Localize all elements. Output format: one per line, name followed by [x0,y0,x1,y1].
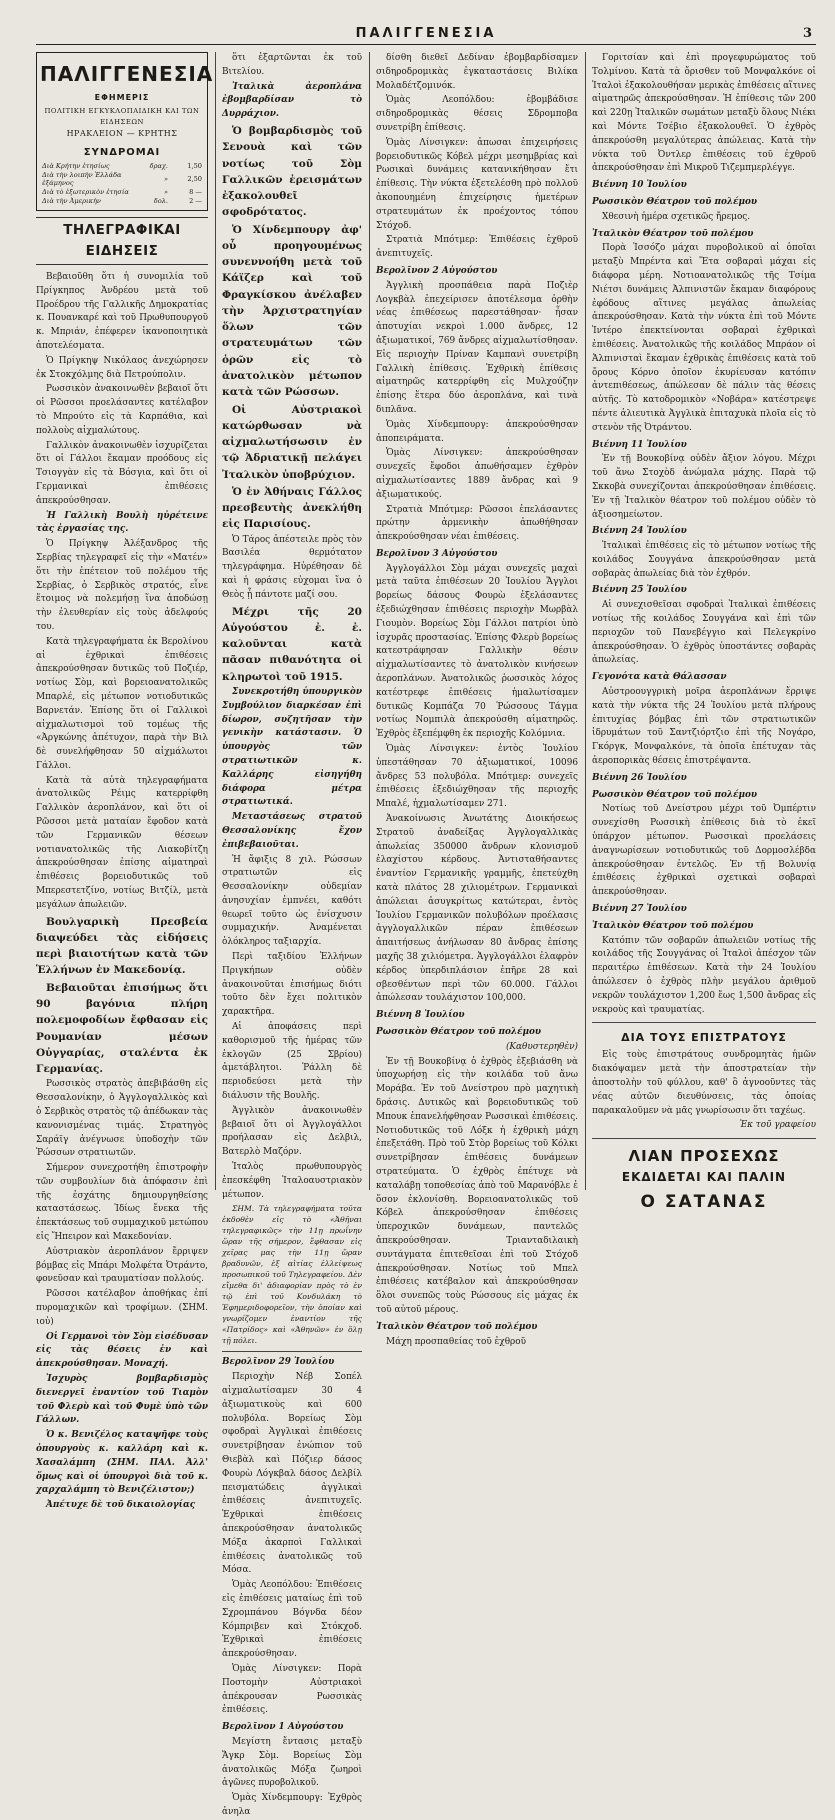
paragraph: Πορὰ Ἰσσόζο μάχαι πυροβολικοῦ αἱ ὁποῖαι μεταξὺ Μπρέντα καὶ Ἔτα σοβαραὶ μάχαι εἰς διάφορα μέρη. Νοτιοανατολικῶς τῆς Τσίμα Νιέτσι δυνάμεις Ἀλπινιστῶν ἔκαμαν διαφόρους ἐφόδους αἵτινες μεγάλας ἀπωλείας ἀπεκρούσθησαν. Κατὰ τὴν νύκτα ἐπὶ τοῦ Μόντε Ἰντέρο ἐπεκτείνονται σοβαραὶ ἐχθρικαὶ ἐπιθέσεις. Ἀνατολικῶς τῆς κοιλάδος Μπράον οἱ Ἀλπινισταὶ ἔκαμαν ἐχθρικὰς ἐπιθέσεις κατὰ τοῦ ὄρους Κόρνο ὁποῖον ἐκυρίευσαν κατόπιν ἀντεπιθέσεως, ἀπώλεσαν δὲ πάλιν τὰς θέσεις αὐτῆς. Τὸ κατοδρομικὸν «Νοβάρα» κατέστρεψε πέντε ἁλιευτικὰ Ἀγγλικὰ ἐπιταχυκὰ πλοῖα εἰς τὸ στενὸν τῆς Ὀτράντου. [592,243,816,433]
paragraph: Ὁ ἐν Ἀθήναις Γάλλος πρεσβευτὴς ἀνεκλήθη εἰς Παρισίους. [222,485,362,531]
paragraph: Οἱ Γερμανοὶ τὸν Σὸμ εἰσέδυσαν εἰς τὰς θέσεις ἐν καὶ ἀπεκρούσθησαν. Μοναχή. [36,1331,208,1370]
subs-label: Διὰ τὴν λοιπὴν Ἑλλάδα ἐξάμηνος [42,170,122,188]
paragraph: Ρωσσικὸς στρατὸς ἀπεβιβάσθη εἰς Θεσσαλονίκην, ὁ Ἀγγλογαλλικὸς καὶ ὁ Σερβικὸς στρατὸς τῷ ἀπέδωκαν τὰς κανονισμένας τιμάς. Στρατηγὸς Σαράϊγ ἀνέγνωσε ὑποδοχὴν τῶν Ῥώσσων στρατιωτῶν. [36,1079,208,1159]
section-subtitle: Ρωσσικὸν Θέατρον τοῦ πολέμου [592,196,758,207]
subscriptions-title: ΣΥΝΔΡΟΜΑΙ [83,146,161,158]
paragraph: Γαλλικὸν ἀνακοινωθὲν ἰσχυρίζεται ὅτι οἱ Γάλλοι ἔκαμαν προόδους εἰς Τσιογγὰν εἰς τὰ Βόσγια, καὶ ὅτι οἱ Γερμανικαὶ ἐπιθέσεις ἀπεκρούσθησαν. [36,440,208,506]
table-row [40,171,204,188]
paragraph: Κατὰ τὰ αὐτὰ τηλεγραφήματα ἀνατολικῶς Ρέιμς κατερρίφθη Γαλλικὸν ἀεροπλάνον, καὶ ὅτι οἱ Ρῶσσοι μετὰ ματαίαν ἔφοδον κατὰ τῶν Γερμανικῶν θέσεων νοτιανατολικῶς τῆς Λιακοβίτζη ἀπεκρούσθησαν ἐπίσης αἱματηραὶ ἐπιθέσεις βορειοδυτικῶς τοῦ Μπερεστετζίνο, νοτίως Βιτζίλ, μετὰ μεγάλων ἀπωλειῶν. [36,775,208,910]
paragraph: Ἀγγλικὸν ἀνακοινωθὲν βεβαιοῖ ὅτι οἱ Ἀγγλογάλλοι προήλασαν εἰς Δελβιλ, Βατερλὸ Μαζόρν. [222,1105,362,1158]
masthead-tagline: ΠΟΛΙΤΙΚΗ ΕΓΚΥΚΛΟΠΑΙΔΙΚΗ ΚΑΙ ΤΩΝ ΕΙΔΗΣΕΩΝ [44,107,200,126]
dateline: Βερολῖνον 3 Αὐγούστου [376,548,498,559]
column-divider [585,52,586,1190]
table-row [40,197,204,206]
paragraph: Περὶ ταξιδίου Ἑλλήνων Πριγκήπων οὐδὲν ἀνακοινοῦται ἐπισήμως διότι τοῦτο δὲν ἔχει πολιτικὸν χαρακτῆρα. [222,952,362,1018]
dateline: Βιέννη 26 Ἰουλίου [592,772,687,783]
subs-label: Διὰ Κρήτην ἐτησίως [42,162,110,171]
subs-label: Διὰ τὴν Ἀμερικὴν [42,196,101,205]
section-subtitle: Ἰταλικὸν Θέατρον τοῦ πολέμου [592,228,754,239]
section-subtitle: Γεγονότα κατὰ Θάλασσαν [592,672,727,683]
subs-unit: δραχ. [149,162,168,171]
masthead-place: ΗΡΑΚΛΕΙΟΝ — ΚΡΗΤΗΣ [66,129,178,139]
table-row [40,188,204,197]
divider [592,1138,816,1139]
paragraph: Ἀγγλικὴ προσπάθεια παρὰ Ποζιὲρ Λογκβὰλ ἐπεχείρισεν ἀποτέλεσμα ὀρθὴν νέας ἐπιθέσεως παρεστάθησαν· ἦσαν ἀποτυχίαι νεκροὶ 1.000 ἄνδρες, 12 ἀξιωματικοί, 769 ἄνδρες αἰχμαλωτίσθησαν. Εἰς περιοχὴν Πρίναν Καμπανὶ συνετρίβη Γαλλικὴ ἐπίθεσις. Ἐχθρικὴ ἐπίθεσις αἱματηρῶς κατερρίφθη εἰς Μυλχούζην ἐπίσης ἕτερα δύο ἀεροπλάνα, καὶ τινὰ διπλᾶνα. [376,280,578,415]
column-divider [215,52,216,1190]
masthead [36,52,214,211]
paragraph: Ὁ Πρίγκηψ Νικόλαος ἀνεχώρησεν ἐκ Στοκχόλμης διὰ Πετρούπολιν. [36,355,208,380]
paragraph: Ρῶσσοι κατέλαβον ἀποθήκας ἐπί πυρομαχικῶν καὶ τροφίμων. (ΣΗΜ. ιοὐ) [36,1289,208,1327]
ad-line-1: ΛΙΑΝ ΠΡΟΣΕΧΩΣ [628,1147,780,1166]
subs-price: 8 — [189,188,202,197]
paragraph: δίσθη διεθεῖ Δεδίναν ἐβομβαρδίσαμεν σιδηροδρομικὰς ἐγκαταστάσεις Βιλίκα Μολαδέτζομινόκ. [376,53,578,91]
divider [592,1022,816,1023]
paragraph: Οἱ Αὐστριακοὶ κατώρθωσαν νὰ αἰχμαλωτήσωσιν ἐν τῷ Ἀδριατικῇ πελάγει Ἰταλικὸν ὑποβρύχιον. [222,403,362,481]
paragraph: Ἀνακοίνωσις Ἀνωτάτης Διοικήσεως Στρατοῦ ἀναδείξας Ἀγγλογαλλικὰς ἀπωλείας 350000 ἄνδρων κλονισμοῦ ἐλαχίστου κέρδους. Ἀντισταθήσαντες ἐναντίον Γερμανικῆς γραμμῆς, ἐπετεύχθη κατὰ πλάτος 28 χιλιομέτρων. Γερμανικαὶ ἀπώλειαι ἀσυγκρίτως κατώτεραι, ἐντὸς Ἰουλίου Γερμανικῶν πολυβόλων προέλασις ἀγγλογαλλικῶν πέραν ἐπιθέσεων ἀπαιτήσεως ἀνήλωσαν 80 ἄνδρας ἐπίσης μαχῆς 38 χιλιόμετρα. Ἀγγλογάλλοι ἐλαφρὸν κέρδος ὑπερδιπλάσιον ἐπῆρε 28 καὶ σβεσθέντων περὶ τῶν 60.000. Γάλλοι ἀπώλεσαν τουλάχιστον 100,000. [376,814,578,1004]
dateline: Βιέννη 24 Ἰουλίου [592,526,687,537]
section-subtitle: Ἰταλικὸν Θέατρον τοῦ πολέμου [376,1321,538,1332]
column-3 [376,52,578,1347]
dateline: Βερολῖνον 1 Αὐγούστου [222,1722,344,1733]
paragraph: Εἰς τοὺς ἐπιστράτους συνδρομητὰς ἡμῶν διακόψαμεν μετὰ τὴν ἀποστρατείαν τὴν ἀποστολὴν τοῦ φύλλου, καθ' ὃ ἀγνοοῦντες τὰς νέας αὐτῶν διευθύνσεις, τὰς ὁποίας παρακαλοῦμεν νὰ μᾶς γνωρίσωσιν ὅτι ταχέως. [592,1050,816,1116]
running-header [36,26,816,45]
subs-unit: δολ. [153,196,168,205]
paragraph: Ἀπέτυχε δὲ τοῦ δικαιολογίας [46,1500,196,1511]
section-subtitle: Ρωσσικὸν Θέατρον τοῦ πολέμου [592,789,758,800]
subs-price: 1,50 [187,162,202,171]
paragraph: Ἰταλικὰ ἀεροπλάνα ἐβομβαρδίσαν τὸ Δυρράχιον. [222,81,362,120]
section-title: ΤΗΛΕΓΡΑΦΙΚΑΙ ΕΙΔΗΣΕΙΣ [36,217,208,265]
paragraph: Περιοχὴν Νέβ Σοπέλ αἰχμαλωτίσαμεν 30 4 ἀξιωματικοὺς καὶ 600 πολυβόλα. Βορείως Σὸμ σφοδραὶ Ἀγγλικαὶ ἐπιθέσεις συνετρίβησαν ἐνώπιον τοῦ Θιεβὰλ καὶ Πόζιερ δάσος Φουρὼ Λόγκβαλ δάσος Δελβίλ πεισματώδεις ἀγγλικαὶ ἐπιθέσεις ἀνεπιτυχεῖς. Ἐχθρικαὶ ἐπιθέσεις ἀπεκρούσθησαν ἀνατολικῶς Μόξα ἀκαρποὶ Γαλλικαὶ ἐπιθέσεις ἀνατολικῶς τοῦ Μόσα. [222,1372,362,1576]
column-divider [369,52,370,1190]
paragraph: Βεβαιοῦται ἐπισήμως ὅτι 90 βαγόνια πλήρη πολεμοφοδίων ἔφθασαν εἰς Ρουμανίαν μέσων Οὐγγαρίας, σταλέντα ἐκ Γερμανίας. [36,981,208,1076]
ad-line-3: Ο ΣΑΤΑΝΑΣ [640,1192,768,1213]
column-1 [36,52,214,1511]
paragraph: Ἡ ἄφιξις 8 χιλ. Ρώσσων στρατιωτῶν εἰς Θεσσαλονίκην οὐδεμίαν ἀνησυχίαν ἐμπνέει, καθότι θεωρεῖ τοῦτο ὡς ἐνίσχυσιν συμμαχικήν. Ἀναμένεται ὁλόκληρος ταξιαρχία. [222,854,362,948]
column-2 [222,52,362,1817]
dateline: Βιέννη 8 Ἰουλίου [376,1010,465,1021]
dateline: Βιέννη 10 Ἰουλίου [592,180,687,191]
subs-price: 2,50 [187,175,202,184]
dateline: Βιέννη 25 Ἰουλίου [592,585,687,596]
paragraph: Μεταστάσεως στρατοῦ Θεσσαλονίκης ἔχον ἐπιβεβαιοῦται. [222,812,362,850]
paragraph: Ὁμὰς Λίνσιγκεν: ἐντὸς Ἰουλίου ὑπεστάθησαν 70 ἀξιωματικοί, 10096 ἄνδρες 53 πολυβόλα. Μπότμερ: συνεχεῖς ἐπιθέσεις ἐξεδιώχθησαν τῆς περιοχῆς Μπαλέ, ἠχμαλωτίσαμεν 271. [376,744,578,810]
paragraph: Συνεκροτήθη ὑπουργικὸν Συμβούλιον διαρκέσαν ἐπὶ δίωρον, συζητῆσαν τὴν γενικὴν κατάστασιν. Ὁ ὑπουργὸς τῶν στρατιωτικῶν κ. Καλλάρης εἰσηγήθη διάφορα μέτρα στρατιωτικά. [222,686,362,808]
paragraph: Αὐστριακὸν ἀεροπλάνον ἔρριψεν βόμβας εἰς Μπάρι Μολφέτα Ὀτράντο, φονεῦσαν καὶ τραυματίσαν πολλούς. [36,1246,208,1285]
paragraph: Ἰταλὸς πρωθυπουργὸς ἐπεσκέφθη Ἰταλοαυστριακὸν μέτωπον. [222,1162,362,1200]
paragraph: Ὁμὰς Χίνδεμπουργ: ἀπεκρούσθησαν ἀποπειράματα. [376,419,578,444]
paragraph: Στρατιὰ Μπότμερ: Ἐπιθέσεις ἐχθροῦ ἀνεπιτυχεῖς. [376,235,578,260]
paragraph: Γοριτσίαν καὶ ἐπὶ προγεφυρώματος τοῦ Τολμίνου. Κατὰ τὰ ὄρισθεν τοῦ Μονφαλκόνε οἱ Ἰταλοὶ ἐξακολουθήσαν μερικὰς ἐπιθέσεις αἵτινες αἱματηρῶς ἀπεκρούσθησαν. Ἡ ἐπίθεσις τῶν 200 καὶ 220ῃ Ἰταλικῶν σωμάτων μεταξὺ ὅλους Νιέκι καὶ Μόντε Τσέβιο ἐξακολουθεῖ. Ὁ ἐχθρὸς ἀπεκρούσθη μεγαλύτερας ἀπώλειας. Κατὰ τὴν νύκτα τοῦ Ὀντλερ ἐπιθέσεις τοῦ ἐχθροῦ ἀπεκρούσθησαν ἐπὶ Μικροῦ Τιζεμπμερλέγγε. [592,53,816,174]
paragraph: Μέχρι τῆς 20 Αὐγούστου ἐ. ἐ. καλοῦνται κατὰ πᾶσαν πιθανότητα οἱ κληρωτοὶ τοῦ 1915. [222,605,362,683]
dateline: Βιέννη 27 Ἰουλίου [592,904,687,915]
paragraph: Ὁμὰς Λεοπόλδου: Ἐπιθέσεις εἰς ἐπιθέσεις ματαίως ἐπὶ τοῦ Σχρομπάνου Βόγνδα δέον Κόμπριβεν καὶ Στόκχοδ. Ἐχθρικαὶ ἐπιθέσεις ἀπεκρούσθησαν. [222,1580,362,1660]
advertisement [592,1145,816,1215]
subscriptions-table [40,162,204,205]
paragraph: Χθεσινὴ ἡμέρα σχετικῶς ἤρεμος. [602,211,751,222]
paragraph: Ἐν τῇ Βουκοβίνᾳ ὁ ἐχθρὸς ἐξεβιάσθη νὰ ὑποχωρήσῃ εἰς τὴν κοιλάδα τοῦ ἄνω Μοράβα. Ἐν τοῦ Δνείστρου πρὸ μαχητικὴ δράσις. Δυτικῶς καὶ βορειοδυτικῶς τοῦ Μπουκ ἐπανελήφθησαν Ρωσσικαὶ ἐπιθέσεις. Νοτιοδυτικῶς τοῦ Λόξκ ἡ ἐχθρικὴ μάχη ἐπεξετάθη. Πρὸ τοῦ Στὸρ βορείως τοῦ Κόλκι συνετρίβησαν ἐπιθέσεις δυνάμεων στρατεύματα. Ὁ ἐχθρὸς ἐπέτυχε νὰ καταλάβῃ τοποθεσίας ἀπὸ τοῦ Μαρανόβλε ἐ ὅσον ἐκλονίσθη. Βορειοανατολικῶς τοῦ Κόβελ ἀπεκρούσθησαν ἐπιθέσεις ὑπεροχικῶν δυνάμεων, παντελῶς ἀπεκρούσθησαν. Τριανταδιλαικὴ συντάγματα ἐπιτεθεῖσαι ἐπὶ τοῦ Στόχοδ ἀπεκρούσθησαν. Νοτίως τοῦ Μπελ ἐπιθέσεις κατέβαλον καὶ ἀπεκρούσθησαν ὅλοι συνεπῶς τοὺς Ρώσσους εἰς μάχας ἐκ τοῦ αὐτοῦ μέρους. [376,1056,578,1315]
paragraph: Μάχη προσπαθείας τοῦ ἐχθροῦ [386,1336,526,1347]
masthead-title: ΠΑΛΙΓΓΕΝΕΣΙΑ [40,62,214,86]
paragraph: Αἱ ἀποφάσεις περὶ καθορισμοῦ τῆς ἡμέρας τῶν ἐκλογῶν (25 Σβρίου) ἀμετάβλητοι. Ῥάλλη δὲ περιοδεύσει μετὰ τὴν διάλυσιν τῆς Βουλῆς. [222,1022,362,1102]
paragraph: Βουλγαρικὴ Πρεσβεία διαψεύδει τὰς εἰδήσεις περὶ βιαιοτήτων κατὰ τῶν Ἑλλήνων ἐν Μακεδονίᾳ. [36,915,208,977]
paragraph: Ὁ κ. Βενιζέλος καταψῆφε τοὺς ὀπουργοὺς κ. καλλάρη καὶ κ. Χασαλάμπη (ΣΗΜ. ΠΑΛ. Ἀλλ' ὅμως καὶ οἱ ὑπουργοὶ διὰ τοῦ κ. χαρχαλάμπη τὸ Βενιζέλιστον;) [36,1430,208,1496]
dateline: Βερολῖνον 2 Αὐγούστου [376,265,498,276]
paragraph: Ἰσχυρὸς βομβαρδισμὸς διενεργεῖ ἐναντίον τοῦ Τιαμὸν τοῦ Φλερὺ καὶ τοῦ Φυμὲ ὑπὸ τῶν Γάλλων. [36,1374,208,1426]
paragraph: Βεβαιοῦθη ὅτι ἡ συνομιλία τοῦ Πρίγκηπος Ἀνδρέου μετὰ τοῦ Προέδρου τῆς Γαλλικῆς Δημοκρατίας κ. Πουανκαρέ καὶ τοῦ Πρωθυπουργοῦ κ. Μπριάν, ἐπέφερεν ἱκανοποιητικὰ ἀποτελέσματα. [36,272,208,351]
column-4 [592,52,816,1213]
subs-label: Διὰ τὸ ἐξωτερικὸν ἐτησία [42,188,129,197]
subs-unit: » [163,188,168,197]
paragraph: Ὁ Πρίγκηψ Ἀλέξανδρος τῆς Σερβίας τηλεγραφεῖ εἰς τὴν «Ματέν» ὅτι τὴν ἐπέτειον τοῦ πολέμου τῆς Σερβίας, ὁ Σερβικὸς στρατός, εἶνε ἕτοιμος νὰ πολεμήσῃ ἵνα ἀποδώσῃ τὴν ἐλευθερίαν εἰς τοὺς ἀδελφούς του. [36,539,208,632]
paragraph: Ὁμὰς Λίνσιγκεν: ἀπωσαι ἐπιχειρήσεις βορειοδυτικῶς Κόβελ μέχρι μεσημβρίας καὶ Ρωσικαὶ δυνάμεις κατανικήθησαν ἔτι ἐπίθεσις. Τὴν νύκτα ἐξετελέσθη πρὸ πολλοῦ ἀκοπουημένη ἐπιχείρησις ἡμετέρων στρατευμάτων ἐκ προέχοντος τόπου Στόχοδ. [376,137,578,231]
paragraph: Ὁ Χίνδεμπουργ ἀφ' οὗ προηγουμένως συνεννοήθη μετὰ τοῦ Κάϊζερ καὶ τοῦ Φραγκίσκου ἀνέλαβεν τὴν Ἀρχιστρατηγίαν ὅλων τῶν στρατευμάτων τῶν ὁρῶν εἰς τὸ ἀνατολικὸν μέτωπον κατὰ τῶν Ρώσσων. [222,223,362,399]
paragraph: Ρωσσικὸν ἀνακοινωθὲν βεβαιοῖ ὅτι οἱ Ρῶσσοι προελάσαντες κατέλαβον τὸ Μπρούτο εἰς τὰ Καρπάθια, καὶ πολλοὺς αἰχμαλώτους. [36,384,208,436]
paragraph: Ὁ Τάρος ἀπέστειλε πρὸς τὸν Βασιλέα θερμότατον τηλεγράφημα. Ηὐρέθησαν δὲ καὶ ἡ φράσις εὐχομαι ἵνα ὁ Θεὸς ᾖ πάντοτε μαζί σου. [222,534,362,600]
divider [222,1351,362,1352]
ad-line-2: ΕΚΔΙΔΕΤΑΙ ΚΑΙ ΠΑΛΙΝ [621,1170,787,1185]
paragraph: Στρατιὰ Μπότμερ: Ρῶσσοι ἐπελάσαντες πρώτην ἀρμενικὴν ἀπωθήθησαν ἀπεκρούσθησαν νέαι ἐπιθέσεις. [376,504,578,543]
subs-unit: » [163,175,168,184]
paragraph: Ἡ Γαλλικὴ Βουλὴ ηὐρέτεινε τὰς ἐργασίας της. [36,510,208,535]
paragraph: Μεγίστη ἔντασις μεταξὺ Ἄγκρ Σὸμ. Βορείως Σὸμ ἀνατολικῶς Μόξα ζωηροὶ ἀγῶνες πυροβολικοῦ. [222,1736,362,1789]
paragraph: Ἀγγλογάλλοι Σὸμ μάχαι συνεχεῖς μαχαὶ μετὰ ταῦτα ἐπιθέσεων 20 Ἰουλίου Ἄγγλοι βορείως δάσους Φουρὼ ἐξελάσαντες ἐξεδιώχθησαν ἐπιθέσεις περιοχὴν Μωρβὰλ Γιουμὸν. Βορείως Σὸμ Γάλλοι πατρίοι ὑπὸ ἰσχυρᾶς προστασίας. Ἐπίσης Φλερὺ βορείως κατεστράφησαν Γαλλικὴν θέσιν αἰχμαλωτίσαντες τὸ ἀνατολικὸν κινήσεων ἀεροπλάνων. Ἀνατολικῶς ῥωσσικὸς λόχος κατέστρεφε ἐπιθέσεις ἠμαλωτίσαμεν δυτικῶς Κομπάζα 70 Ῥώσσους Τάγμα νοτίως Νομπιλὰ ἀπεκρούσθη αἱματηρῶς. Ἐχθρὸς ἐξεπέμφθη ἐκ περιοχῆς Κολόμνια. [376,563,578,740]
paragraph: Ἰταλικαὶ ἐπιθέσεις εἰς τὸ μέτωπον νοτίως τῆς κοιλάδος Σουγγάνα ἀπεκρούσθησαν μετὰ σοβαρὰς ἀπωλείας διὰ τὸν ἐχθρόν. [592,541,816,579]
dateline: Βιέννη 11 Ἰουλίου [592,439,687,450]
paragraph: Ὁμὰς Λίνσιγκεν: ἀπεκρούσθησαν συνεχεῖς ἔφοδοι ἀπωθήσαμεν ἐχθρὸν αἰχμαλωτίσαντες 1889 ἄνδρας καὶ 9 ἀξιωματικούς. [376,448,578,500]
subs-price: 2 — [189,196,202,205]
dateline: Βερολῖνον 29 Ἰουλίου [222,1357,335,1368]
paragraph: Κατόπιν τῶν σοβαρῶν ἀπωλειῶν νοτίως τῆς κοιλάδος τῆς Σουγγάνας οἱ Ἰταλοὶ ἀπέσχον τῶν περαιτέρω ἐπιθέσεων. Κατὰ τὴν 24 Ἰουλίου ἀπώλεσεν ὁ ἐχθρὸς πλὴν μεγάλου ἀριθμοῦ νεκρῶν τουλάχιστον 1,200 ἔως 1,500 ἄνδρας εἰς νεκροὺς καὶ τραυματίας. [592,935,816,1015]
notice-title: ΔΙΑ ΤΟΥΣ ΕΠΙΣΤΡΑΤΟΥΣ [621,1031,787,1045]
paragraph: Ὁμὰς Λίνσιγκεν: Πορὰ Ποστομὴν Αὐστριακοὶ ἀπέκρουσαν Ρωσσικὰς ἐπιθέσεις. [222,1663,362,1716]
paragraph: Αὐστροουγγρικὴ μοῖρα ἀεροπλάνων ἔρριψε κατὰ τὴν νύκτα τῆς 24 Ἰουλίου μετὰ πλήρους ἐπιτυχίας βόμβας ἐπὶ τῶν στρατιωτικῶν ἱδρυμάτων τοῦ Σαντζιόρτζιο ἐπὶ τῆς Νογάρο, Γκόργκ, Μονφαλκόνε, τὰ ὁποῖα ἐπέτυχαν τὰς ἀεροπορικὰς θέσεις ἐπιστρέψαντα. [592,687,816,767]
paragraph: Κατὰ τηλεγραφήματα ἐκ Βερολίνου αἱ ἐχθρικαὶ ἐπιθέσεις ἀπεκρούσθησαν δυτικῶς τοῦ Ποζιέρ, νοτίως Σὸμ, καὶ βορειοανατολικῶς Μπαρλέ, εἰς μέτωπον νοτιοδυτικῶς Βαρνετάν. Ἐπίσης ὅτι οἱ Γαλλικοὶ αἰχμαλωτισμοὶ τοῦ τομέως τῆς «Ἀργκώνης ἀπέτυχον, παρὰ τὴν Βιλ δὲ συνελήφθησαν 50 αἰχμάλωτοι Γάλλοι. [36,636,208,771]
page-number: 3 [802,26,812,41]
table-row [40,162,204,171]
signature: Ἐκ τοῦ γραφείου [739,1120,816,1131]
section-subtitle: Ρωσσικὸν Θέατρον τοῦ πολέμου [376,1026,542,1037]
paragraph: Ἐν τῇ Βουκοβίνᾳ οὐδὲν ἄξιον λόγου. Μέχρι τοῦ ἄνω Στοχὸδ ἀνώμαλα μάχης. Παρὰ τῷ Σκκοβὰ συνεχίζονται ἀπεκρούσθησαν ἐπιθέσεις. Ἐν τῇ Ἰταλικὸν θέατρον τοῦ πολέμου οὐδὲν τὸ ἀξιοσημείωτον. [592,454,816,520]
editor-note: ΣΗΜ. Τὰ τηλεγραφήματα τοῦτα ἐκδοθὲν εἰς τὸ «Ἀθῆναι τηλεγραφικῶς» τὴν 11ῃ πρωΐνην ὥραν τῆς σήμερον, ἔφθασαν εἰς χεῖρας μας τὴν 11ῃ ὥραν βραδυνῶν, ἐξ αἰτίας ἐλλείψεως προσωπικοῦ τοῦ Τηλεγραφείου. Δὲν εἴμεθα δι' ἀδιαφορίαν πρὸς τὸ ἐν τῷ ἐπὶ τοῦ Κονδυλάκη τὸ Ἐφημεριδοφορεῖον, τὴν ὁποίαν καὶ γνωρίζομεν ἐναντίον τῆς «Πατρίδος» καὶ «Ἀθηνῶν» ἐν ὅλῃ τῇ πόλει. [222,1204,362,1346]
paragraph: ὅτι ἐξαρτῶνται ἐκ τοῦ Βιτελίου. [222,53,362,77]
running-title: ΠΑΛΙΓΓΕΝΕΣΙΑ [355,26,497,41]
paragraph: Ὁμὰς Λεοπόλδου: ἐβομβάδισε σιδηροδρομικὰς θέσεις Σδρομποβα συνετρίβη ἐπίθεσις. [376,95,578,133]
masthead-subtitle: ΕΦΗΜΕΡΙΣ [94,93,150,102]
paragraph: Νοτίως τοῦ Δνείστρου μέχρι τοῦ Ὀμπέρτιν συνεχίσθη Ρωσσικὴ ἐπίθεσις διὰ τὸ ἐκεῖ ὑπάρχον μέτωπον. Ρωσσικαὶ προελάσεις ἀναγνωρίσεων νοτιοδυτικῶς τοῦ Δορμοσλέβδα ἀπεκρούσθησαν ἐντελῶς. Ἐν τῇ Βολυνίᾳ ἐπιθέσεις ἐχθρικαὶ σχετικαὶ σοβαραὶ ἀπεκρούσθησαν. [592,804,816,898]
section-subtitle: Ἰταλικὸν Θέατρον τοῦ πολέμου [592,920,754,931]
paragraph: Ὁμὰς Χίνδεμπουργ: Ἐχθρὸς ἀνηλα [222,1793,362,1817]
paragraph: Αἱ συνεχισθεῖσαι σφοδραὶ Ἰταλικαὶ ἐπιθέσεις νοτίως τῆς κοιλάδος Σουγγάνα καὶ ἐπὶ τῶν περιοχῶν τοῦ Πανεβέγγιο καὶ Πελεγκρίνο ἀπεκρούσθησαν. Ὁ ἐχθρὸς ὑποστάντες σοβαρὰς ἀπωλείας. [592,600,816,666]
subtitle-note: (Καθυστερηθὲν) [505,1041,578,1052]
paragraph: Ὁ βομβαρδισμὸς τοῦ Σενουὰ καὶ τῶν νοτίως τοῦ Σὸμ Γαλλικῶν ἐρεισμάτων ἐξακολουθεῖ σφοδρότατος. [222,124,362,219]
paragraph: Σήμερον συνεχροτήθη ἐπιστροφὴν τῶν συμβουλίων διὰ ἀπόφασιν ἐπὶ τῆς ἐσχάτης δημιουργηθείσης καταστάσεως. Ἰδίως ἔνεκα τῆς ἐπεκτάσεως τοῦ συμμαχικοῦ μετώπου εἰς Ἤπειρον καὶ Μακεδονίαν. [36,1163,208,1243]
